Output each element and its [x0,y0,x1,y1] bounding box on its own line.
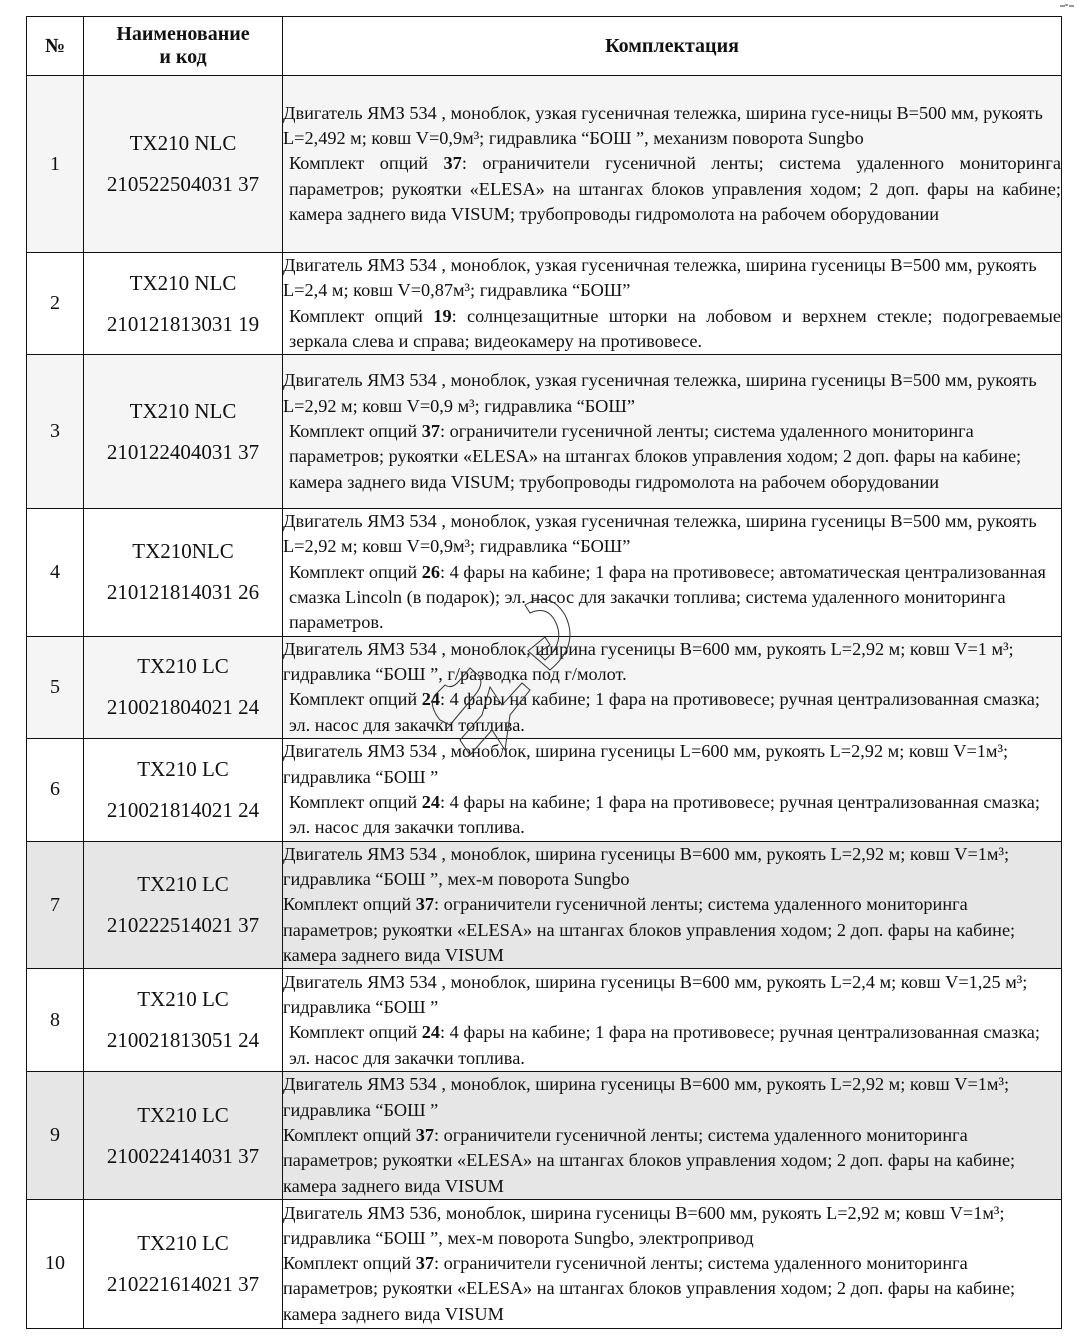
spec-cell [283,509,1062,636]
option-prefix: Комплект опций [283,1124,416,1145]
option-number: 24 [421,791,440,812]
option-package [283,790,1061,841]
option-prefix: Комплект опций [283,1253,416,1274]
option-package [283,1251,1061,1327]
option-package [283,304,1061,355]
table-row [27,1072,1062,1199]
option-prefix: Комплект опций [289,689,422,710]
option-text: : 4 фары на кабине; 1 фара на противовесе; ручная централизованная смазка; эл. насос для закачки топлива. [289,1022,1040,1068]
row-number: 6 [27,738,84,841]
table-row [27,841,1062,968]
base-config: Двигатель ЯМЗ 534 , моноблок, узкая гусеничная тележка, ширина гусеницы B=500 мм, рукоять L=2,92 м; ковш V=0,9 м³; гидравлика “БОШ” [283,370,1037,416]
header-number: № [27,17,84,76]
spec-cell [283,1199,1062,1328]
header-name-code [84,17,283,76]
base-config: Двигатель ЯМЗ 534 , моноблок, узкая гусеничная тележка, ширина гусе-ницы B=500 мм, рукоять L=2,492 м; ковш V=0,9м³; гидравлика “БОШ ”, механизм поворота Sungbo [283,102,1043,149]
row-number: 5 [27,636,84,738]
option-number: 24 [421,689,440,710]
spec-cell [283,841,1062,968]
base-config: Двигатель ЯМЗ 534 , моноблок, ширина гусеницы B=600 мм, рукоять L=2,4 м; ковш V=1,25 м³; гидравлика “БОШ ” [283,971,1028,1018]
option-number: 26 [421,561,440,582]
model-cell [84,738,283,841]
header-row [27,17,1062,76]
model-name: TX210 LC [137,654,229,679]
option-prefix: Комплект опций [289,561,422,582]
option-text: : ограничители гусеничной ленты; система удаленного мониторинга параметров; рукоятки «ELESA» на штангах блоков управления ходом; 2 доп. фары на кабине; камера заднего вида VISUM; трубопроводы гидромолота на рабочем оборудовании [289,153,1061,224]
model-cell [84,76,283,253]
model-cell [84,841,283,968]
model-name: TX210 LC [137,872,229,897]
option-prefix: Комплект опций [289,1022,422,1043]
header-name-line2: и код [159,46,207,68]
option-package [283,560,1061,636]
table-row [27,76,1062,253]
model-name: TX210 NLC [129,131,237,155]
row-number: 2 [27,253,84,355]
option-text: : 4 фары на кабине; 1 фара на противовесе; ручная централизованная смазка; эл. насос для закачки топлива. [289,791,1040,838]
model-cell [84,509,283,636]
option-package [283,419,1061,495]
base-config: Двигатель ЯМЗ 534 , моноблок, узкая гусеничная тележка, ширина гусеницы B=500 мм, рукоять L=2,4 м; ковш V=0,87м³; гидравлика “БОШ” [283,255,1037,301]
row-number: 1 [27,76,84,253]
model-cell [84,253,283,355]
option-text: : ограничители гусеничной ленты; система удаленного мониторинга параметров; рукоятки «ELESA» на штангах блоков управления ходом; 2 доп. фары на кабине; камера заднего вида VISUM [283,1253,1016,1324]
row-number: 8 [27,969,84,1072]
model-code: 210022414031 37 [106,1143,260,1168]
model-cell [84,1199,283,1328]
model-code: 210121814031 26 [106,580,260,605]
option-prefix: Комплект опций [289,791,422,812]
header-name-line1: Наименование [116,23,250,45]
model-code: 210522504031 37 [106,172,260,196]
option-text: : 4 фары на кабине; 1 фара на противовесе; автоматическая централизованная смазка Lincoln (в подарок); эл. насос для закачки топлива; система удаленного мониторинга параметров. [289,561,1046,633]
table-row [27,969,1062,1072]
spec-cell [283,738,1062,841]
option-number: 37 [443,153,462,174]
row-number: 4 [27,509,84,636]
model-name: TX210 NLC [129,270,237,295]
table-row [27,253,1062,355]
row-number: 3 [27,355,84,509]
model-name: TX210 LC [137,756,229,781]
table-row [27,509,1062,636]
base-config: Двигатель ЯМЗ 534 , моноблок, ширина гусеницы B=600 мм, рукоять L=2,92 м; ковш V=1м³; гидравлика “БОШ ”, мех-м поворота Sungbo [283,843,1010,890]
model-code: 210121813031 19 [106,311,260,336]
model-code: 210021814021 24 [106,797,260,822]
option-text: : ограничители гусеничной ленты; система удаленного мониторинга параметров; рукоятки «ELESA» на штангах блоков управления ходом; 2 доп. фары на кабине; камера заднего вида VISUM [283,894,1016,966]
model-cell [84,969,283,1072]
option-text: : ограничители гусеничной ленты; система удаленного мониторинга параметров; рукоятки «ELESA» на штангах блоков управления ходом; 2 доп. фары на кабине; камера заднего вида VISUM [283,1124,1016,1196]
row-number: 9 [27,1072,84,1199]
option-prefix: Комплект опций [289,421,422,442]
model-name: TX210 LC [137,1102,229,1127]
table-row [27,636,1062,738]
spec-cell [283,253,1062,355]
option-prefix: Комплект опций [289,305,434,326]
model-code: 210021804021 24 [106,695,260,720]
model-cell [84,1072,283,1199]
base-config: Двигатель ЯМЗ 536, моноблок, ширина гусеницы B=600 мм, рукоять L=2,92 м; ковш V=1м³; гидравлика “БОШ ”, мех-м поворота Sungbo, электропривод [283,1202,1005,1248]
table-row [27,738,1062,841]
option-number: 19 [433,305,452,326]
model-code: 210222514021 37 [106,913,260,938]
spec-cell [283,636,1062,738]
model-code: 210021813051 24 [106,1028,260,1053]
option-package [283,892,1061,968]
model-code: 210221614021 37 [106,1271,260,1296]
equipment-spec-table [26,16,1062,1329]
option-prefix: Комплект опций [283,894,416,915]
option-package [283,1020,1061,1071]
model-name: TX210NLC [132,539,234,564]
row-number: 7 [27,841,84,968]
table-row [27,355,1062,509]
option-text: : ограничители гусеничной ленты; система удаленного мониторинга параметров; рукоятки «ELESA» на штангах блоков управления ходом; 2 доп. фары на кабине; камера заднего вида VISUM; трубопроводы гидромолота на рабочем оборудовании [289,421,1022,492]
option-number: 37 [415,1124,434,1145]
model-name: TX210 LC [137,1230,229,1255]
model-code: 210122404031 37 [106,439,260,464]
model-cell [84,355,283,509]
model-cell [84,636,283,738]
base-config: Двигатель ЯМЗ 534 , моноблок, узкая гусеничная тележка, ширина гусеницы B=500 мм, рукоять L=2,92 м; ковш V=0,9м³; гидравлика “БОШ” [283,511,1037,557]
option-number: 37 [421,421,440,442]
option-number: 37 [415,894,434,915]
option-number: 24 [421,1022,440,1043]
option-text: : солнцезащитные шторки на лобовом и верхнем стекле; подогреваемые зеркала слева и справа; видеокамеру на противовесе. [289,305,1061,351]
option-package [283,1123,1061,1199]
model-name: TX210 LC [137,987,229,1012]
header-spec: Комплектация [283,17,1062,76]
spec-cell [283,1072,1062,1199]
spec-cell [283,355,1062,509]
option-package [283,151,1061,227]
model-name: TX210 NLC [129,398,237,423]
row-number: 10 [27,1199,84,1328]
option-prefix: Комплект опций [289,153,444,174]
corner-artifact [1060,4,1074,8]
option-text: : 4 фары на кабине; 1 фара на противовесе; ручная централизованная смазка; эл. насос для закачки топлива. [289,689,1040,735]
option-package [283,687,1061,738]
base-config: Двигатель ЯМЗ 534 , моноблок, ширина гусеницы B=600 мм, рукоять L=2,92 м; ковш V=1 м³; гидравлика “БОШ ”, г/разводка под г/молот. [283,638,1014,684]
base-config: Двигатель ЯМЗ 534 , моноблок, ширина гусеницы L=600 мм, рукоять L=2,92 м; ковш V=1м³; гидравлика “БОШ ” [283,741,1009,787]
option-number: 37 [415,1253,434,1274]
spec-cell [283,76,1062,253]
table-row [27,1199,1062,1328]
spec-cell [283,969,1062,1072]
base-config: Двигатель ЯМЗ 534 , моноблок, ширина гусеницы B=600 мм, рукоять L=2,92 м; ковш V=1м³; гидравлика “БОШ ” [283,1074,1010,1120]
